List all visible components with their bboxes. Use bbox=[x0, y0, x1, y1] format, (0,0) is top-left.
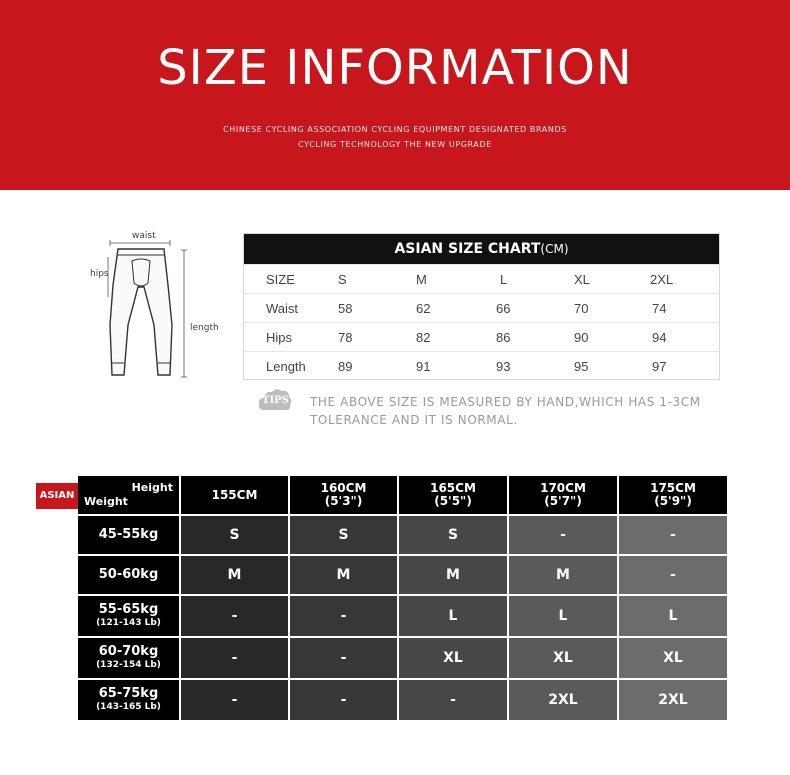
size-cell: M bbox=[509, 556, 617, 594]
banner-subtitle-line2: CYCLING TECHNOLOGY THE NEW UPGRADE bbox=[298, 140, 492, 149]
size-chart-cell: 74 bbox=[652, 300, 667, 316]
height-cm: 165CM bbox=[430, 481, 476, 496]
asian-tag: ASIAN bbox=[36, 483, 78, 509]
hips-label: hips bbox=[90, 269, 109, 279]
header-banner bbox=[0, 0, 790, 190]
size-chart-cell: 58 bbox=[338, 300, 353, 316]
size-cell: - bbox=[181, 596, 288, 636]
size-chart-row-length bbox=[244, 351, 719, 380]
size-cell: L bbox=[509, 596, 617, 636]
size-chart-cell: 78 bbox=[338, 329, 353, 345]
height-ft: (5'3") bbox=[324, 494, 363, 508]
size-cell: XL bbox=[509, 638, 617, 678]
asian-size-chart bbox=[243, 233, 720, 380]
size-chart-cell: 97 bbox=[652, 358, 667, 374]
size-cell: S bbox=[290, 516, 397, 554]
size-chart-cell: 86 bbox=[496, 329, 511, 345]
tips-line2: TOLERANCE AND IT IS NORMAL. bbox=[310, 413, 518, 427]
weight-header bbox=[78, 638, 179, 678]
size-cell: M bbox=[181, 556, 288, 594]
tips-line1: THE ABOVE SIZE IS MEASURED BY HAND,WHICH HAS 1-3CM bbox=[310, 395, 701, 409]
size-cell: 2XL bbox=[619, 680, 727, 720]
height-header bbox=[399, 476, 507, 514]
weight-header bbox=[78, 556, 179, 594]
size-chart-cell: 93 bbox=[496, 358, 511, 374]
size-chart-cell: 82 bbox=[416, 329, 431, 345]
size-chart-header-cell: SIZE bbox=[266, 271, 295, 287]
height-cm: 175CM bbox=[650, 481, 696, 496]
weight-header bbox=[78, 680, 179, 720]
size-chart-cell: 70 bbox=[574, 300, 589, 316]
size-chart-cell: Hips bbox=[266, 329, 293, 345]
size-chart-header-cell: S bbox=[338, 271, 347, 287]
banner-subtitle-line1: CHINESE CYCLING ASSOCIATION CYCLING EQUIPMENT DESIGNATED BRANDS bbox=[223, 125, 567, 134]
size-cell: - bbox=[290, 596, 397, 636]
size-cell: - bbox=[619, 556, 727, 594]
height-header bbox=[619, 476, 727, 514]
weight-header bbox=[78, 516, 179, 554]
size-cell: - bbox=[509, 516, 617, 554]
size-chart-row-waist bbox=[244, 293, 719, 322]
height-ft: (5'7") bbox=[544, 494, 582, 508]
weight-kg: 65-75kg bbox=[98, 686, 159, 702]
size-chart-cell: 91 bbox=[416, 358, 431, 374]
size-cell: - bbox=[290, 638, 397, 678]
tips-badge bbox=[257, 386, 293, 416]
size-chart-cell: 62 bbox=[416, 300, 431, 316]
weight-lb: (143-165 Lb) bbox=[96, 702, 161, 713]
measurement-figure bbox=[80, 225, 230, 385]
size-chart-header-row bbox=[244, 264, 719, 293]
tips-badge-label: TIPS bbox=[262, 395, 289, 406]
size-chart-header-cell: 2XL bbox=[650, 271, 674, 287]
size-cell: - bbox=[399, 680, 507, 720]
size-cell: M bbox=[399, 556, 507, 594]
size-chart-cell: 94 bbox=[652, 329, 667, 345]
size-cell: - bbox=[181, 638, 288, 678]
height-header bbox=[181, 476, 288, 514]
height-cm: 160CM bbox=[320, 481, 367, 496]
cycling-tights-outline-icon bbox=[80, 225, 230, 385]
waist-label: waist bbox=[132, 231, 156, 241]
height-cm: 170CM bbox=[540, 481, 586, 496]
weight-lb: (121-143 Lb) bbox=[96, 618, 161, 629]
weight-kg: 60-70kg bbox=[98, 644, 159, 660]
weight-kg: 55-65kg bbox=[98, 602, 159, 618]
tips-text bbox=[310, 393, 730, 429]
weight-header bbox=[78, 596, 179, 636]
size-cell: XL bbox=[619, 638, 727, 678]
size-cell: S bbox=[181, 516, 288, 554]
weight-kg: 45-55kg bbox=[98, 527, 159, 543]
corner-height-label: Height bbox=[131, 481, 173, 494]
size-chart-header-cell: M bbox=[416, 271, 427, 287]
size-chart-cell: 90 bbox=[574, 329, 589, 345]
height-ft: (5'9") bbox=[654, 494, 692, 508]
size-chart-cell: Waist bbox=[266, 300, 299, 316]
size-chart-cell: Length bbox=[266, 358, 306, 374]
size-cell: L bbox=[619, 596, 727, 636]
size-cell: 2XL bbox=[509, 680, 617, 720]
weight-lb: (132-154 Lb) bbox=[96, 660, 161, 671]
length-label: length bbox=[190, 323, 219, 333]
size-cell: - bbox=[181, 680, 288, 720]
size-chart-title bbox=[244, 234, 719, 264]
size-chart-title-text: ASIAN SIZE CHART bbox=[394, 241, 541, 257]
size-cell: L bbox=[399, 596, 507, 636]
size-chart-row-hips bbox=[244, 322, 719, 351]
height-weight-grid bbox=[78, 476, 723, 713]
size-chart-header-cell: L bbox=[500, 271, 508, 287]
size-chart-cell: 95 bbox=[574, 358, 589, 374]
size-chart-unit: (CM) bbox=[540, 242, 569, 256]
height-ft: (5'5") bbox=[434, 494, 472, 508]
height-cm: 155CM bbox=[211, 487, 258, 502]
grid-corner bbox=[78, 476, 179, 514]
size-cell: M bbox=[290, 556, 397, 594]
corner-weight-label: Weight bbox=[84, 495, 128, 509]
weight-kg: 50-60kg bbox=[98, 567, 159, 583]
size-cell: S bbox=[399, 516, 507, 554]
page-title: SIZE INFORMATION bbox=[157, 40, 633, 96]
height-header bbox=[509, 476, 617, 514]
size-cell: XL bbox=[399, 638, 507, 678]
size-chart-cell: 89 bbox=[338, 358, 353, 374]
size-cell: - bbox=[619, 516, 727, 554]
size-chart-header-cell: XL bbox=[574, 271, 590, 287]
size-chart-cell: 66 bbox=[496, 300, 511, 316]
size-cell: - bbox=[290, 680, 397, 720]
height-header bbox=[290, 476, 397, 514]
